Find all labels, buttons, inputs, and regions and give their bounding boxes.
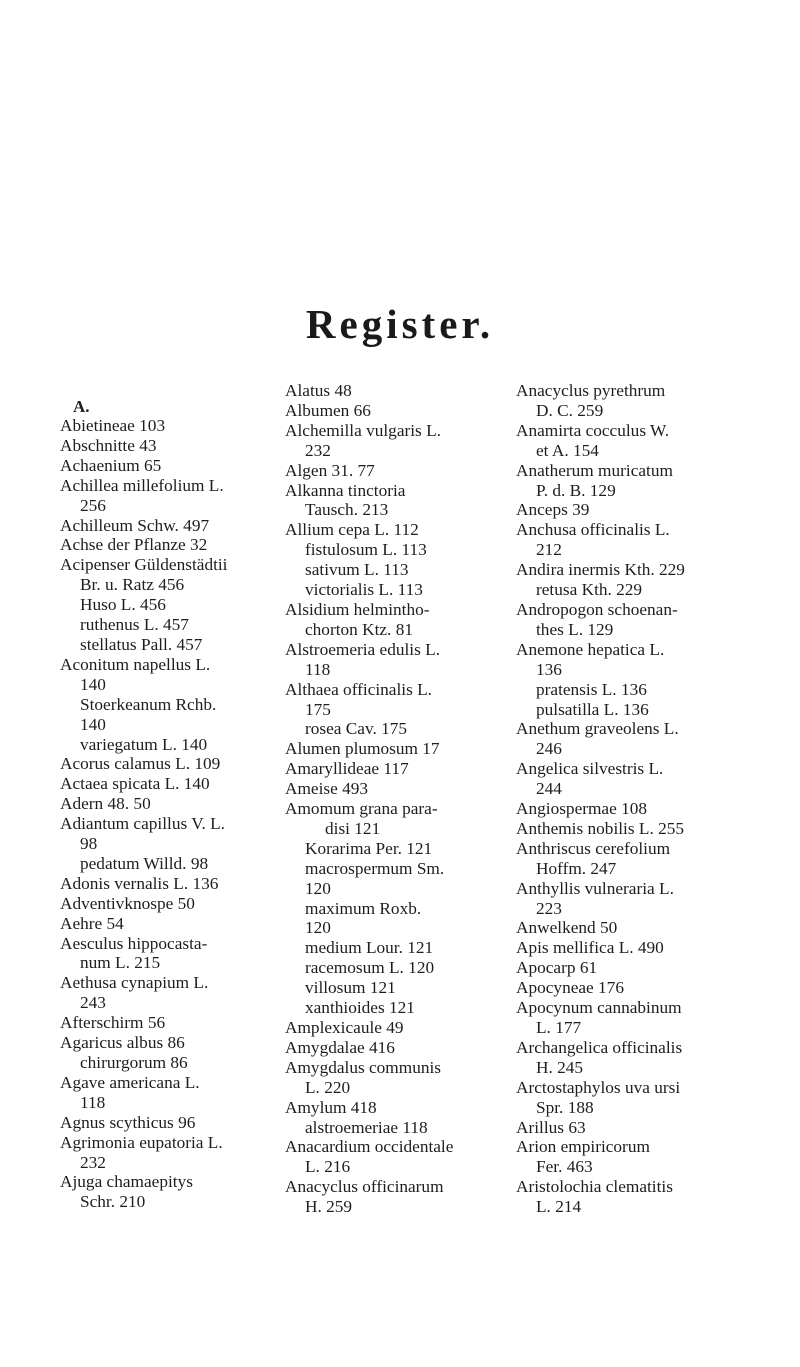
- index-entry: Schr. 210: [80, 1192, 146, 1212]
- index-entry: 232: [305, 440, 331, 460]
- index-entry: villosum 121: [305, 978, 396, 998]
- index-entry: L. 220: [305, 1077, 351, 1097]
- index-entry: xanthioides 121: [305, 998, 415, 1018]
- index-entry: H. 245: [536, 1057, 584, 1077]
- index-entry: Anatherum muricatum: [516, 460, 673, 480]
- index-entry: 175: [305, 699, 331, 719]
- index-column-3: [516, 381, 756, 1217]
- index-entry: Achse der Pflanze 32: [60, 535, 208, 555]
- index-entry: retusa Kth. 229: [536, 580, 643, 600]
- index-entry: Alchemilla vulgaris L.: [285, 420, 441, 440]
- index-entry: stellatus Pall. 457: [80, 634, 203, 654]
- index-entry: Acorus calamus L. 109: [60, 754, 221, 774]
- index-entry: racemosum L. 120: [305, 958, 435, 978]
- index-entry: Anceps 39: [516, 500, 590, 520]
- index-entry: Korarima Per. 121: [305, 838, 433, 858]
- index-entry: Fer. 463: [536, 1157, 593, 1177]
- index-entry: Algen 31. 77: [285, 460, 375, 480]
- index-entry: 243: [80, 993, 106, 1013]
- index-entry: Alstroemeria edulis L.: [285, 639, 441, 659]
- index-entry: Agaricus albus 86: [60, 1033, 185, 1053]
- index-entry: Afterschirm 56: [60, 1013, 166, 1033]
- index-entry: maximum Roxb.: [305, 898, 422, 918]
- index-entry: Agave americana L.: [60, 1072, 200, 1092]
- index-entry: macrospermum Sm.: [305, 858, 445, 878]
- index-entry: Adern 48. 50: [60, 794, 151, 814]
- index-entry: Aconitum napellus L.: [60, 654, 211, 674]
- index-entry: 98: [80, 834, 98, 854]
- index-entry: Achillea millefolium L.: [60, 475, 224, 495]
- index-entry: Althaea officinalis L.: [285, 679, 433, 699]
- index-entry: Albumen 66: [285, 400, 371, 420]
- index-entry: Br. u. Ratz 456: [80, 575, 185, 595]
- index-entry: pedatum Willd. 98: [80, 853, 209, 873]
- index-entry: 120: [305, 878, 331, 898]
- index-entry: et A. 154: [536, 440, 599, 460]
- index-entry: 118: [80, 1092, 106, 1112]
- index-entry: Stoerkeanum Rchb.: [80, 694, 217, 714]
- index-entry: thes L. 129: [536, 619, 614, 639]
- index-entry: 136: [536, 659, 562, 679]
- index-entry: Anwelkend 50: [516, 918, 618, 938]
- index-entry: 212: [536, 540, 562, 560]
- index-entry: Actaea spicata L. 140: [60, 774, 210, 794]
- index-entry: num L. 215: [80, 953, 161, 973]
- index-entry: Alsidium helmintho-: [285, 599, 430, 619]
- index-entry: Anthemis nobilis L. 255: [516, 818, 685, 838]
- index-entry: Adiantum capillus V. L.: [60, 814, 225, 834]
- index-entry: Anchusa officinalis L.: [516, 520, 670, 540]
- index-entry: Anacyclus pyrethrum: [516, 381, 666, 400]
- index-entry: Aehre 54: [60, 913, 124, 933]
- index-entry: Adonis vernalis L. 136: [60, 873, 219, 893]
- index-entry: chirurgorum 86: [80, 1053, 188, 1072]
- index-entry: Achaenium 65: [60, 455, 162, 475]
- index-entry: Amaryllideae 117: [285, 759, 409, 779]
- index-entry: Anacardium occidentale: [285, 1137, 454, 1157]
- index-entry: variegatum L. 140: [80, 734, 208, 754]
- index-entry: Allium cepa L. 112: [285, 520, 419, 540]
- index-entry: Anthyllis vulneraria L.: [516, 878, 674, 898]
- index-entry: H. 259: [305, 1197, 353, 1217]
- index-entry: Amygdalus communis: [285, 1057, 442, 1077]
- index-entry: Agnus scythicus 96: [60, 1112, 196, 1132]
- page-title: Register.: [305, 301, 495, 347]
- index-entry: P. d. B. 129: [536, 480, 616, 500]
- index-entry: Spr. 188: [536, 1097, 594, 1117]
- index-entry: Tausch. 213: [305, 500, 389, 520]
- index-entry: Aethusa cynapium L.: [60, 973, 209, 993]
- index-entry: 118: [305, 659, 331, 679]
- index-entry: 140: [80, 674, 106, 694]
- index-entry: Amomum grana para-: [285, 799, 438, 819]
- index-entry: chorton Ktz. 81: [305, 619, 413, 639]
- index-entry: Amygdalae 416: [285, 1037, 395, 1057]
- index-entry: Apis mellifica L. 490: [516, 938, 664, 958]
- index-entry: Apocynum cannabinum: [516, 998, 682, 1018]
- index-entry: Achilleum Schw. 497: [60, 515, 210, 535]
- index-entry: Apocyneae 176: [516, 978, 624, 998]
- index-entry: fistulosum L. 113: [305, 540, 427, 560]
- index-entry: Huso L. 456: [80, 595, 166, 615]
- index-entry: Ameise 493: [285, 779, 369, 799]
- index-entry: alstroemeriae 118: [305, 1117, 428, 1137]
- index-entry: sativum L. 113: [305, 560, 409, 580]
- index-entry: Hoffm. 247: [536, 858, 617, 878]
- index-entry: Anemone hepatica L.: [516, 639, 665, 659]
- index-entry: disi 121: [325, 818, 381, 838]
- index-entry: Anamirta cocculus W.: [516, 420, 670, 440]
- index-entry: Abietineae 103: [60, 416, 166, 435]
- index-entry: Alatus 48: [285, 381, 352, 400]
- index-entry: Adventivknospe 50: [60, 893, 195, 913]
- index-entry: Arion empiricorum: [516, 1137, 650, 1157]
- index-column-1: [60, 416, 275, 1212]
- index-entry: pulsatilla L. 136: [536, 699, 649, 719]
- index-column-2: [285, 381, 495, 1217]
- index-entry: Abschnitte 43: [60, 435, 157, 455]
- index-entry: Aesculus hippocasta-: [60, 933, 208, 953]
- index-entry: D. C. 259: [536, 400, 604, 420]
- index-entry: Amplexicaule 49: [285, 1018, 404, 1037]
- index-entry: Anethum graveolens L.: [516, 719, 679, 739]
- index-entry: Amylum 418: [285, 1097, 377, 1117]
- index-entry: L. 216: [305, 1157, 351, 1177]
- index-entry: rosea Cav. 175: [305, 719, 408, 739]
- index-entry: Ajuga chamaepitys: [60, 1172, 193, 1192]
- index-entry: 140: [80, 714, 106, 734]
- index-entry: Angiospermae 108: [516, 799, 648, 819]
- index-entry: ruthenus L. 457: [80, 615, 189, 635]
- index-entry: Acipenser Güldenstädtii: [60, 555, 228, 575]
- index-entry: Alkanna tinctoria: [285, 480, 406, 500]
- index-entry: Andropogon schoenan-: [516, 599, 678, 619]
- index-entry: medium Lour. 121: [305, 938, 434, 958]
- index-entry: 244: [536, 779, 562, 799]
- index-entry: L. 177: [536, 1018, 582, 1037]
- index-entry: 256: [80, 495, 106, 515]
- index-entry: 246: [536, 739, 562, 759]
- index-entry: 120: [305, 918, 331, 938]
- index-entry: L. 214: [536, 1197, 582, 1217]
- index-entry: Arctostaphylos uva ursi: [516, 1077, 681, 1097]
- index-entry: Arillus 63: [516, 1117, 586, 1137]
- index-entry: pratensis L. 136: [536, 679, 647, 699]
- index-entry: Andira inermis Kth. 229: [516, 560, 685, 580]
- index-entry: Archangelica officinalis: [516, 1037, 683, 1057]
- index-entry: Aristolochia clematitis: [516, 1177, 673, 1197]
- index-entry: victorialis L. 113: [305, 580, 423, 600]
- index-entry: Alumen plumosum 17: [285, 739, 440, 759]
- index-entry: Apocarp 61: [516, 958, 598, 978]
- index-entry: 232: [80, 1152, 106, 1172]
- index-entry: 223: [536, 898, 562, 918]
- section-letter: A.: [73, 397, 90, 416]
- index-entry: Agrimonia eupatoria L.: [60, 1132, 223, 1152]
- index-entry: Anacyclus officinarum: [285, 1177, 444, 1197]
- index-entry: Anthriscus cerefolium: [516, 838, 671, 858]
- index-entry: Angelica silvestris L.: [516, 759, 664, 779]
